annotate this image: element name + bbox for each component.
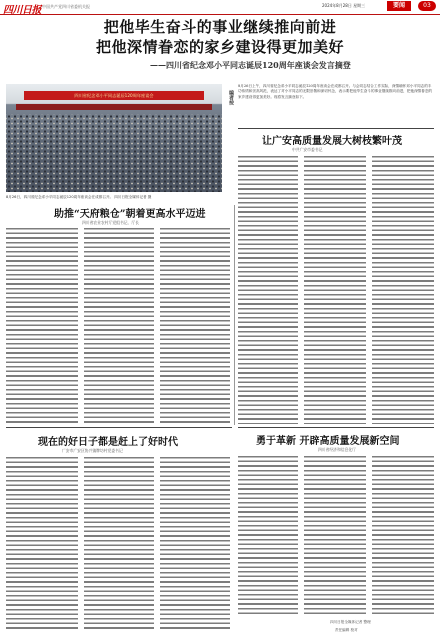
article-title: 助推“天府粮仓”朝着更高水平迈进 [54,209,206,220]
page-footer: 四川日报全媒体记者 整理 [330,620,371,624]
page-number: 03 [418,1,436,11]
main-headline-line2: 把他深情眷恋的家乡建设得更加美好 [95,38,344,56]
text-column [6,228,78,424]
section-badge: 要闻 [387,1,411,11]
divider [6,427,232,428]
meeting-photo [6,84,222,192]
page-footer-editors: 责任编辑 校对 [335,628,358,632]
text-column [238,456,298,616]
photo-stage [16,104,212,110]
editor-note-text: 8月26日上午，四川省纪念邓小平同志诞辰120周年座谈会在成都召开。与会同志结合工作实际，深情缅怀邓小平同志的丰功伟绩和崇高风范，表达了对小平同志的无限崇敬和深切怀念，表示要把他毕生奋斗的事业继续推向前进，把他深情眷恋的家乡建设得更加美好。现将发言摘登如下。 [238,84,433,99]
text-column [372,456,434,616]
editor-note-tag: 编者按 [228,90,234,105]
text-column [160,457,230,629]
column-divider [234,205,235,425]
article-author: 四川省农业农村厅党组书记、厅长 [82,220,139,225]
headline-subtitle: ——四川省纪念邓小平同志诞辰120周年座谈会发言摘登 [150,60,351,70]
article-title: 现在的好日子都是赶上了好时代 [38,437,178,448]
article-author: 中共广安市委书记 [292,147,323,152]
text-column [304,456,366,616]
photo-audience [6,114,222,192]
article-author: 四川省经济和信息化厅 [318,447,356,452]
text-column [372,156,434,424]
photo-banner: 四川省纪念邓小平同志诞辰120周年座谈会 [24,91,204,100]
divider [238,427,434,428]
text-column [84,457,154,629]
main-headline-line1: 把他毕生奋斗的事业继续推向前进 [103,18,337,36]
article-author: 广安市广安区协兴镇牌坊村党委书记 [62,448,123,453]
masthead-info: 中国共产党四川省委机关报 [42,4,90,9]
text-column [304,156,366,424]
text-column [84,228,154,424]
text-column [238,156,298,424]
newspaper-logo: 四川日报 [3,5,41,16]
text-column [6,457,78,629]
article-title: 勇于革新 开辟高质量发展新空间 [256,436,400,447]
issue-date: 2024年8月28日 星期三 [322,3,366,8]
text-column [160,228,230,424]
divider [238,128,434,129]
article-title: 让广安高质量发展大树枝繁叶茂 [262,136,402,147]
photo-caption: 8月26日，四川省纪念邓小平同志诞辰120周年座谈会在成都召开。 四川日报全媒体记者 摄 [6,195,152,199]
masthead [0,0,440,15]
